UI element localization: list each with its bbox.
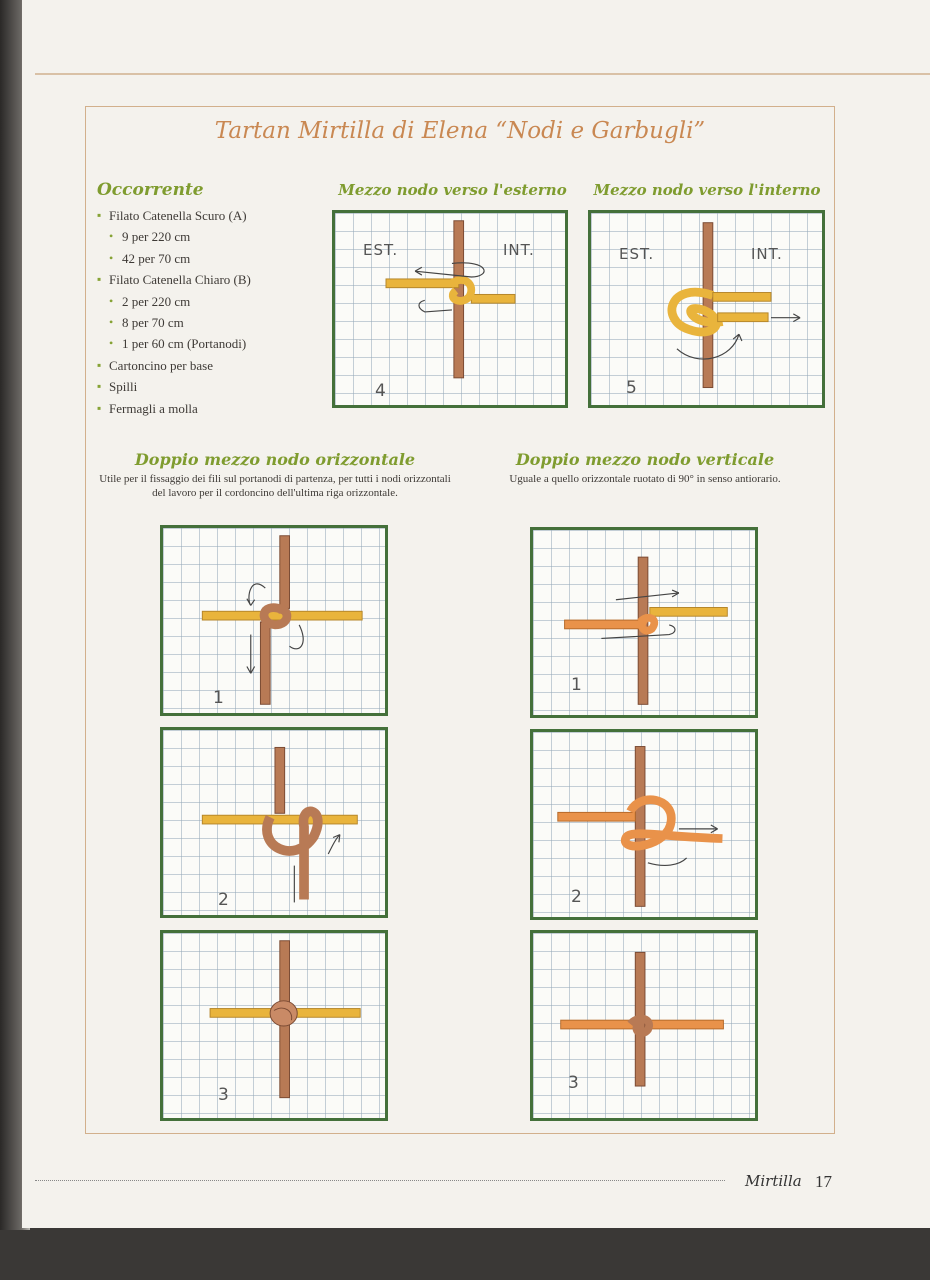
- supply-item: ▪ Spilli: [97, 376, 251, 397]
- bullet-icon: ▪: [97, 272, 102, 287]
- horizontal-knot-heading: Doppio mezzo nodo orizzontale: [134, 450, 416, 469]
- horizontal-step-1-diagram: [160, 525, 388, 716]
- supply-item: ▪ Filato Catenella Scuro (A): [97, 205, 251, 226]
- vertical-knot-heading: Doppio mezzo nodo verticale: [515, 450, 775, 469]
- vertical-step-2-diagram: [530, 729, 758, 920]
- outward-knot-heading: Mezzo nodo verso l'esterno: [338, 181, 567, 199]
- vertical-knot-description: Uguale a quello orizzontale ruotato di 90° in senso antiorario.: [509, 473, 781, 485]
- horizontal-step-3-diagram: [160, 930, 388, 1121]
- outward-knot-diagram: [332, 210, 568, 408]
- knot-illustration: [163, 730, 385, 915]
- supply-item: • 2 per 220 cm: [97, 291, 251, 312]
- step-number: 3: [568, 1073, 579, 1093]
- horizontal-step-2-diagram: [160, 727, 388, 918]
- bullet-icon: ▪: [97, 400, 102, 415]
- step-number: 2: [218, 890, 229, 910]
- bullet-icon: •: [109, 229, 114, 244]
- bullet-icon: •: [109, 250, 114, 265]
- inward-knot-diagram: [588, 210, 825, 408]
- supplies-list: [97, 205, 251, 419]
- supply-item: • 8 per 70 cm: [97, 312, 251, 333]
- bullet-icon: •: [109, 336, 114, 351]
- knot-illustration: [163, 933, 385, 1118]
- step-number: 3: [218, 1085, 229, 1105]
- step-number: 5: [626, 378, 637, 398]
- inner-side-label: INT.: [751, 245, 783, 263]
- bullet-icon: ▪: [97, 379, 102, 394]
- vertical-step-1-diagram: [530, 527, 758, 718]
- knot-illustration: [533, 732, 755, 917]
- horizontal-knot-description: Utile per il fissaggio dei fili sul portanodi di partenza, per tutti i nodi orizzontali del lavoro per il cordoncino dell'ultima riga orizzontale.: [99, 473, 451, 499]
- knot-illustration: [533, 530, 755, 715]
- page-number: 17: [815, 1172, 832, 1191]
- outer-side-label: EST.: [619, 245, 655, 263]
- step-number: 1: [213, 688, 224, 708]
- bullet-icon: ▪: [97, 208, 102, 222]
- step-number: 1: [571, 675, 582, 695]
- step-number: 2: [571, 887, 582, 907]
- knot-illustration: [163, 528, 385, 713]
- knot-illustration: [591, 213, 822, 405]
- supply-item: • 42 per 70 cm: [97, 248, 251, 269]
- inner-side-label: INT.: [503, 241, 535, 259]
- supplies-heading: Occorrente: [97, 180, 204, 200]
- footer-rule: [35, 1180, 725, 1181]
- bullet-icon: ▪: [97, 357, 102, 372]
- supply-item: • 1 per 60 cm (Portanodi): [97, 333, 251, 354]
- bullet-icon: •: [109, 293, 114, 308]
- supply-item: ▪ Cartoncino per base: [97, 355, 251, 376]
- knot-illustration: [533, 933, 755, 1118]
- step-number: 4: [375, 381, 386, 401]
- page-title: Tartan Mirtilla di Elena “Nodi e Garbugli”: [214, 118, 706, 144]
- outer-side-label: EST.: [363, 241, 399, 259]
- supply-item: ▪ Filato Catenella Chiaro (B): [97, 269, 251, 290]
- supply-item: • 9 per 220 cm: [97, 226, 251, 247]
- vertical-step-3-diagram: [530, 930, 758, 1121]
- supply-item: ▪ Fermagli a molla: [97, 398, 251, 419]
- top-rule: [35, 73, 930, 75]
- brand-signature: Mirtilla: [745, 1172, 802, 1190]
- bullet-icon: •: [109, 314, 114, 329]
- inward-knot-heading: Mezzo nodo verso l'interno: [593, 181, 821, 199]
